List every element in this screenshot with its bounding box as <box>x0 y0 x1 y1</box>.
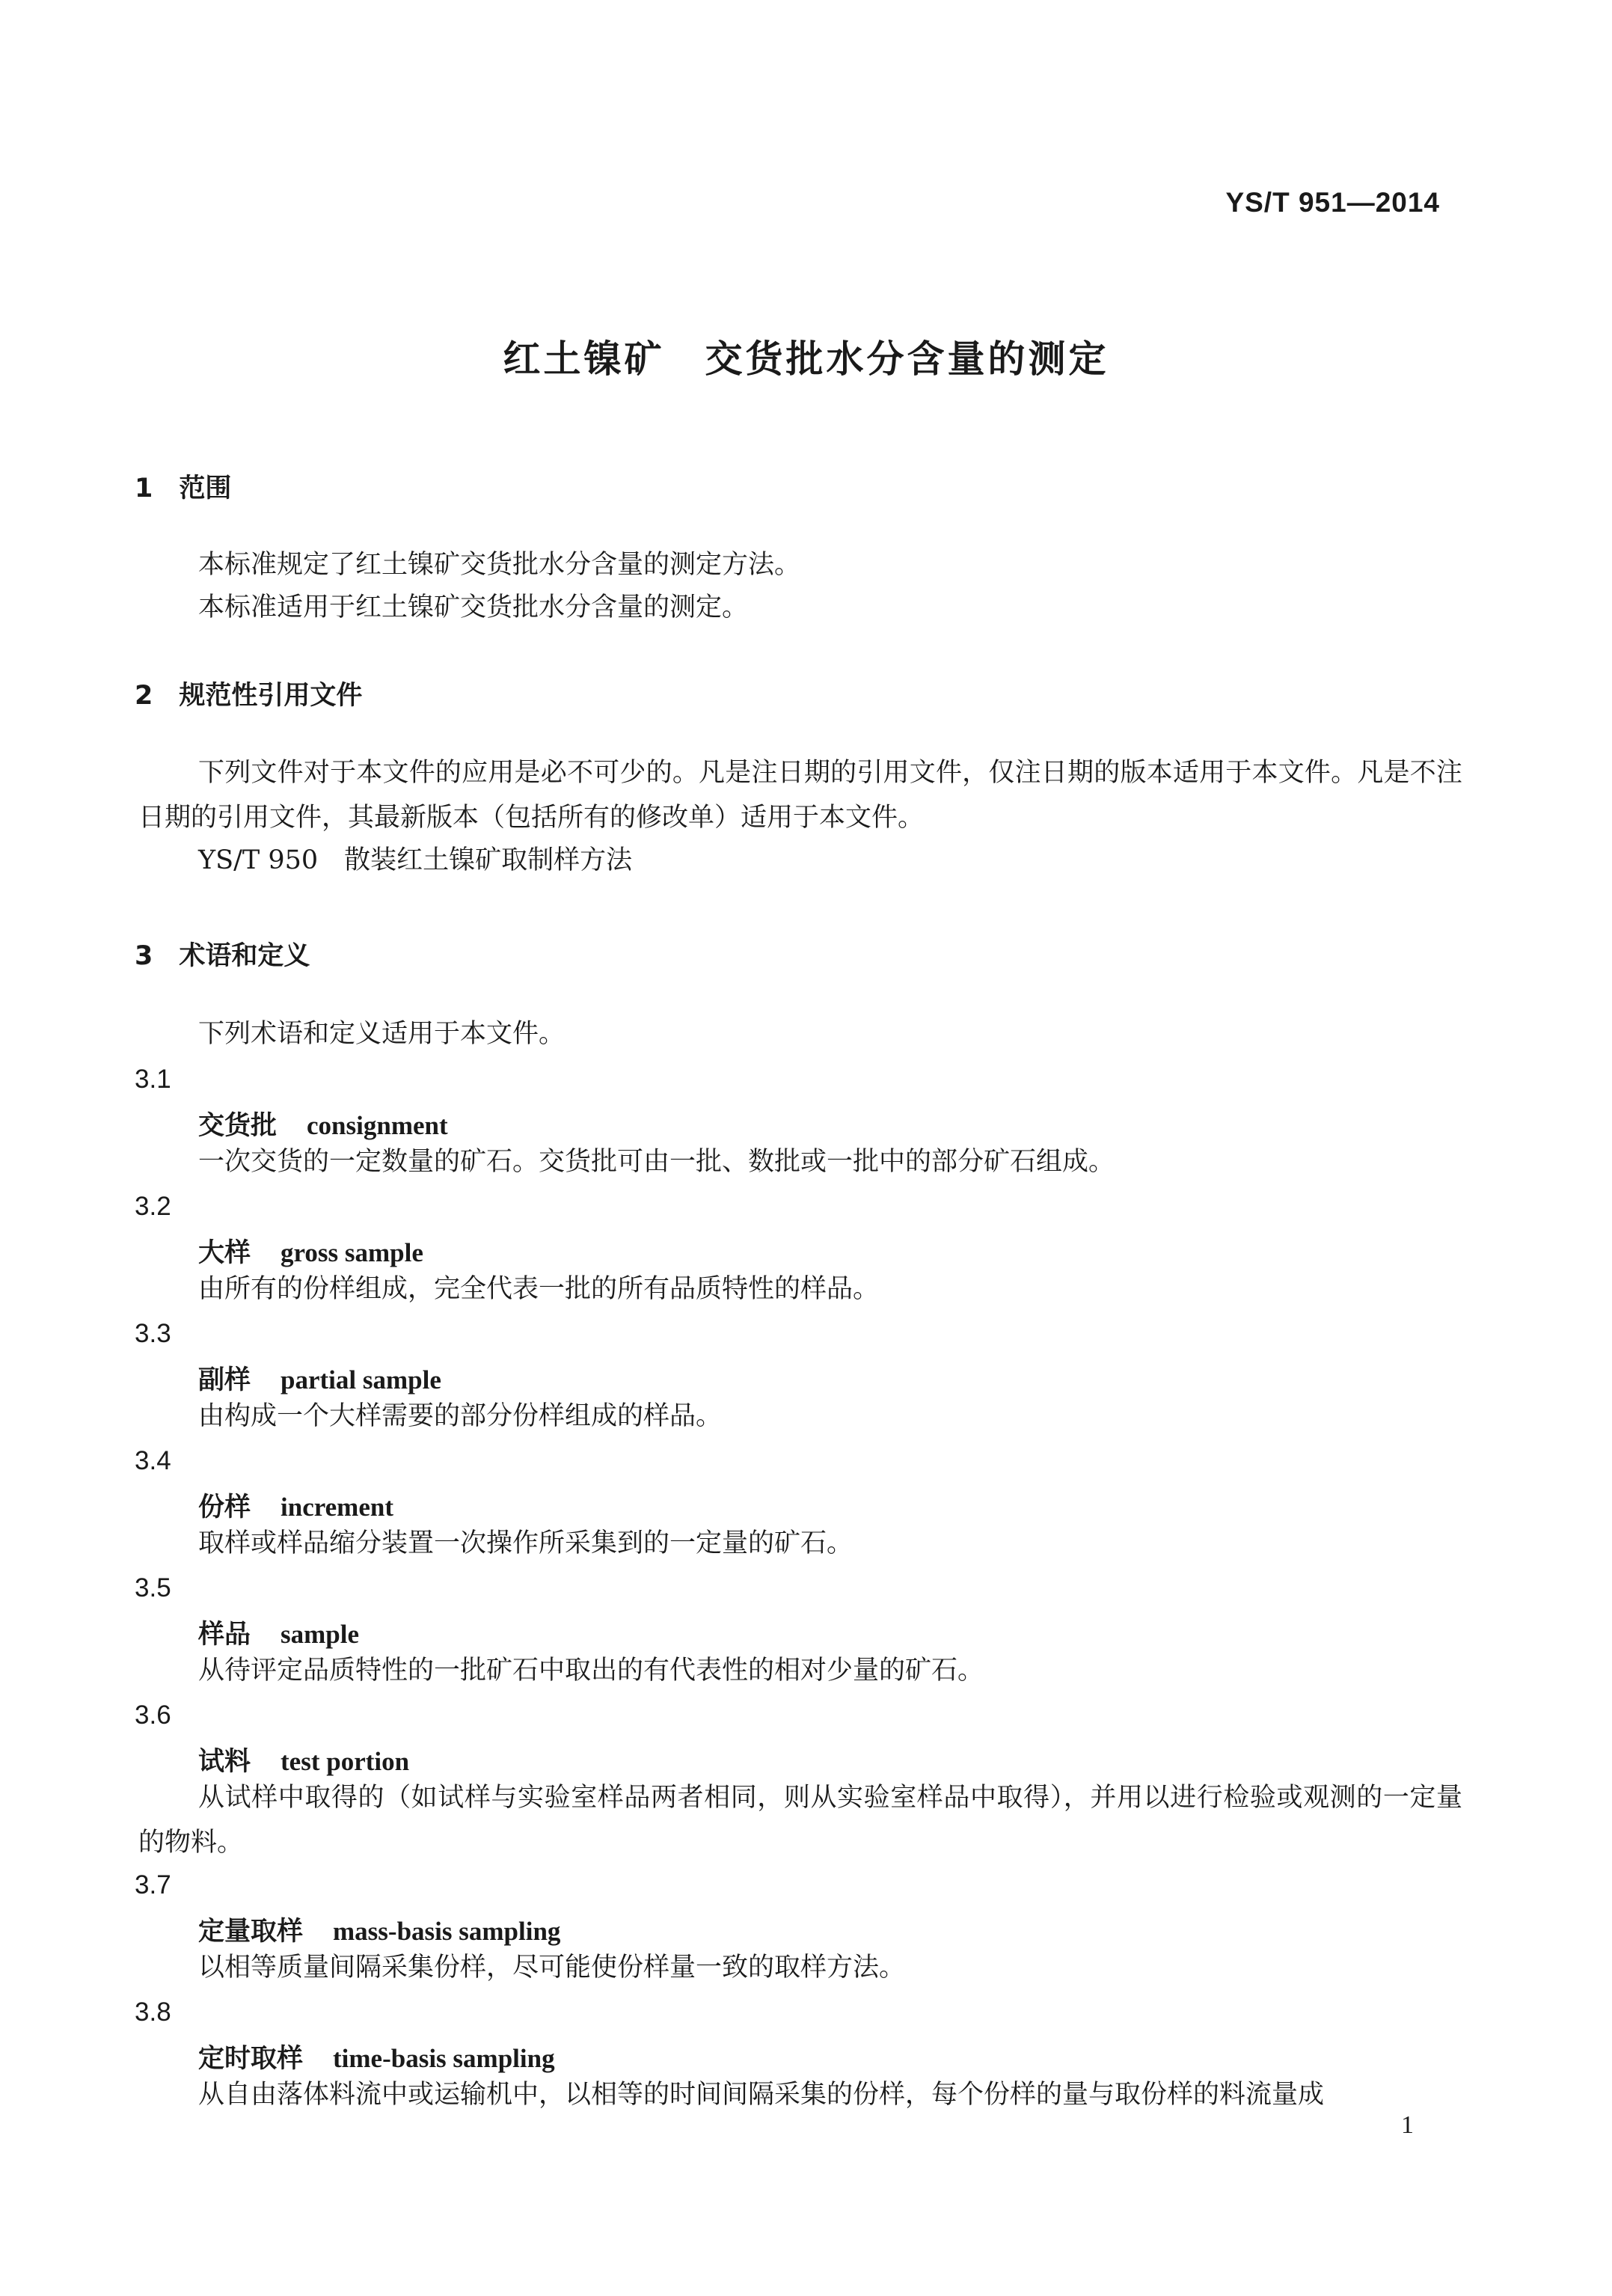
clause-number: 3.6 <box>135 1700 171 1730</box>
clause-number: 3.1 <box>135 1065 171 1094</box>
term-heading <box>198 1105 448 1142</box>
term-en: time-basis sampling <box>333 2044 555 2073</box>
standard-code: YS/T 951—2014 <box>1225 187 1440 218</box>
term-en: partial sample <box>281 1365 441 1395</box>
term-definition: 以相等质量间隔采集份样，尽可能使份样量一致的取样方法。 <box>198 1953 906 1983</box>
term-en: test portion <box>281 1747 410 1776</box>
term-zh: 副样 <box>198 1365 251 1395</box>
section-2-paragraph: 下列文件对于本文件的应用是必不可少的。凡是注日期的引用文件，仅注日期的版本适用于本文件。凡是不注日期的引用文件，其最新版本（包括所有的修改单）适用于本文件。 <box>138 758 1462 833</box>
term-zh: 交货批 <box>198 1110 278 1141</box>
term-zh: 大样 <box>198 1237 251 1268</box>
term-heading <box>198 1741 409 1778</box>
section-1-heading: 1 范围 <box>135 474 232 503</box>
term-heading <box>198 1232 423 1270</box>
term-zh: 试料 <box>198 1746 251 1777</box>
clause-number: 3.4 <box>135 1446 171 1475</box>
term-en: increment <box>281 1493 393 1522</box>
section-3-intro: 下列术语和定义适用于本文件。 <box>198 1019 566 1049</box>
clause-number: 3.5 <box>135 1573 171 1602</box>
term-definition: 由所有的份样组成，完全代表一批的所有品质特性的样品。 <box>198 1274 880 1304</box>
term-zh: 定量取样 <box>198 1916 304 1947</box>
term-zh: 份样 <box>198 1492 251 1522</box>
normative-reference: YS/T 950 散装红土镍矿取制样方法 <box>198 845 633 875</box>
term-heading <box>198 1911 560 1948</box>
clause-number: 3.3 <box>135 1319 171 1348</box>
term-definition: 由构成一个大样需要的部分份样组成的样品。 <box>198 1401 723 1431</box>
term-definition: 取样或样品缩分装置一次操作所采集到的一定量的矿石。 <box>198 1528 853 1558</box>
term-heading <box>198 1359 441 1397</box>
term-heading <box>198 2038 555 2075</box>
clause-number: 3.7 <box>135 1870 171 1899</box>
term-definition: 从自由落体料流中或运输机中，以相等的时间间隔采集的份样，每个份样的量与取份样的料流量成 <box>198 2080 1325 2110</box>
section-3-heading: 3 术语和定义 <box>135 941 310 971</box>
term-en: gross sample <box>281 1238 423 1267</box>
section-1-paragraph-1: 本标准规定了红土镍矿交货批水分含量的测定方法。 <box>198 550 801 580</box>
term-definition: 从待评定品质特性的一批矿石中取出的有代表性的相对少量的矿石。 <box>198 1656 984 1686</box>
clause-number: 3.8 <box>135 1997 171 2027</box>
term-heading <box>198 1614 359 1651</box>
document-title: 红土镍矿 交货批水分含量的测定 <box>503 337 1109 381</box>
term-definition: 一次交货的一定数量的矿石。交货批可由一批、数批或一批中的部分矿石组成。 <box>198 1147 1115 1177</box>
term-en: consignment <box>307 1111 448 1140</box>
term-en: mass-basis sampling <box>333 1917 561 1946</box>
page-number: 1 <box>1401 2111 1414 2139</box>
term-zh: 定时取样 <box>198 2043 304 2074</box>
term-en: sample <box>281 1620 360 1649</box>
clause-number: 3.2 <box>135 1192 171 1221</box>
section-2-heading: 2 规范性引用文件 <box>135 681 363 711</box>
term-definition: 从试样中取得的（如试样与实验室样品两者相同，则从实验室样品中取得），并用以进行检验或观测的一定量的物料。 <box>138 1783 1462 1858</box>
term-zh: 样品 <box>198 1619 251 1650</box>
term-heading <box>198 1487 393 1524</box>
section-1-paragraph-2: 本标准适用于红土镍矿交货批水分含量的测定。 <box>198 593 749 622</box>
